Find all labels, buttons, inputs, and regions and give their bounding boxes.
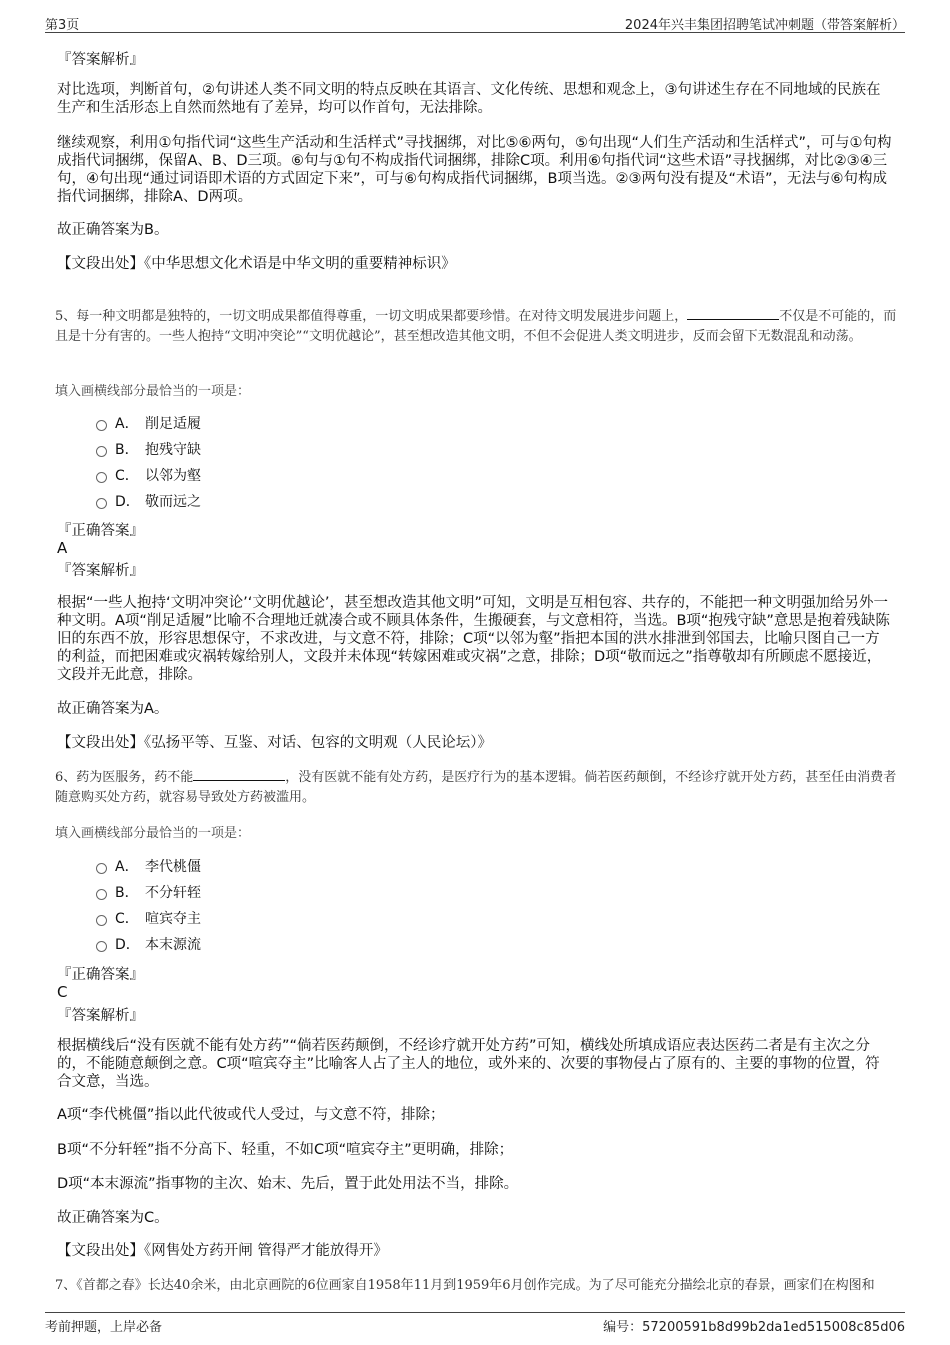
radio-button[interactable]: [96, 446, 107, 457]
question-stem: 6、药为医服务，药不能 ，没有医就不能有处方药，是医疗行为的基本逻辑。倘若医药颠倒，不经诊疗就开处方药，甚至任由消费者随意购买处方药，就容易导致处方药被滥用。: [55, 770, 897, 805]
question-prompt: 填入画横线部分最恰当的一项是：: [55, 826, 251, 841]
option-c[interactable]: C． 喧宾夺主: [96, 908, 201, 928]
option-b[interactable]: B． 不分轩轾: [96, 882, 201, 902]
analysis-tag: 『答案解析』: [57, 1008, 144, 1024]
analysis-paragraph: 对比选项，判断首句，②句讲述人类不同文明的特点反映在其语言、文化传统、思想和观念上，③句讲述生存在不同地域的民族在生产和生活形态上自然而然地有了差异，均可以作首句，无法排除。: [57, 82, 881, 116]
radio-button[interactable]: [96, 889, 107, 900]
answer-value: A: [57, 539, 68, 557]
analysis-tag: 『答案解析』: [57, 563, 144, 579]
conclusion: 故正确答案为A。: [57, 701, 169, 717]
conclusion: 故正确答案为C。: [57, 1210, 169, 1226]
page-header: [45, 14, 905, 33]
answer-value: C: [57, 983, 68, 1001]
radio-button[interactable]: [96, 941, 107, 952]
radio-button[interactable]: [96, 420, 107, 431]
answer-tag: 『正确答案』: [57, 523, 144, 539]
option-d[interactable]: D． 本末源流: [96, 934, 201, 954]
option-a[interactable]: A． 削足适履: [96, 413, 201, 433]
footer-slogan: 考前押题，上岸必备: [45, 1320, 163, 1335]
radio-button[interactable]: [96, 915, 107, 926]
radio-button[interactable]: [96, 498, 107, 509]
option-b[interactable]: B． 抱残守缺: [96, 439, 201, 459]
option-note: D项“本末源流”指事物的主次、始末、先后，置于此处用法不当，排除。: [57, 1176, 519, 1192]
analysis-paragraph: 根据“一些人抱持‘文明冲突论’‘文明优越论’，甚至想改造其他文明”可知，文明是互相包容、共存的，不能把一种文明强加给另外一种文明。A项“削足适履”比喻不合理地迁就凑合或不顾具体条件，生搬硬套，与文意相符，当选。B项“抱残守缺”意思是抱着残缺陈旧的东西不放，形容思想保守，不求改进，与文意不符，排除；C项“以邻为壑”指把本国的洪水排泄到邻国去，比喻只图自己一方的利益，而把困难或灾祸转嫁给别人，文段并未体现“转嫁困难或灾祸”之意，排除；D项“敬而远之”指尊敬却有所顾虑不愿接近，文段并无此意，排除。: [57, 595, 890, 683]
radio-button[interactable]: [96, 472, 107, 483]
analysis-tag: 『答案解析』: [57, 52, 144, 68]
option-note: B项“不分轩轾”指不分高下、轻重，不如C项“喧宾夺主”更明确，排除；: [57, 1142, 514, 1158]
question-prompt: 填入画横线部分最恰当的一项是：: [55, 384, 251, 399]
option-d[interactable]: D． 敬而远之: [96, 491, 201, 511]
document-title: 2024年兴丰集团招聘笔试冲刺题（带答案解析）: [624, 18, 905, 33]
source-citation: 【文段出处】《弘扬平等、互鉴、对话、包容的文明观（人民论坛）》: [57, 735, 492, 751]
blank-line: [687, 307, 779, 320]
blank-line: [193, 768, 285, 781]
page-footer: [45, 1312, 905, 1336]
source-citation: 【文段出处】《中华思想文化术语是中华文明的重要精神标识》: [57, 256, 456, 272]
question-stem: 5、每一种文明都是独特的，一切文明成果都值得尊重，一切文明成果都要珍惜。在对待文明发展进步问题上， 不仅是不可能的，而且是十分有害的。一些人抱持“文明冲突论”“文明优越论”，甚至想改造其他文明，不但不会促进人类文明进步，反而会留下无数混乱和动荡。: [55, 309, 897, 344]
question-stem: 7、《首都之春》长达40余米，由北京画院的6位画家自1958年11月到1959年6月创作完成。为了尽可能充分描绘北京的春景，画家们在构图和: [55, 1278, 875, 1293]
analysis-paragraph: 继续观察，利用①句指代词“这些生产活动和生活样式”寻找捆绑，对比⑤⑥两句，⑤句出现“人们生产活动和生活样式”，可与①句构成指代词捆绑，保留A、B、D三项。⑥句与①句不构成指代词捆绑，排除C项。利用⑥句指代词“这些术语”寻找捆绑，对比②③④三句，④句出现“通过词语即术语的方式固定下来”，可与⑥句构成指代词捆绑，B项当选。②③两句没有提及“术语”，无法与⑥句构成指代词捆绑，排除A、D两项。: [57, 135, 892, 205]
option-note: A项“李代桃僵”指以此代彼或代人受过，与文意不符，排除；: [57, 1107, 445, 1123]
radio-button[interactable]: [96, 863, 107, 874]
analysis-paragraph: 根据横线后“没有医就不能有处方药”“倘若医药颠倒，不经诊疗就开处方药”可知，横线处所填成语应表达医药二者是有主次之分的，不能随意颠倒之意。C项“喧宾夺主”比喻客人占了主人的地位，或外来的、次要的事物侵占了原有的、主要的事物的位置，符合文意，当选。: [57, 1038, 880, 1090]
document-id: 编号：57200591b8d99b2da1ed515008c85d06: [603, 1320, 905, 1335]
page-number: 第3页: [45, 18, 80, 33]
option-c[interactable]: C． 以邻为壑: [96, 465, 201, 485]
option-a[interactable]: A． 李代桃僵: [96, 856, 201, 876]
conclusion: 故正确答案为B。: [57, 222, 169, 238]
source-citation: 【文段出处】《网售处方药开闸 管得严才能放得开》: [57, 1243, 388, 1259]
answer-tag: 『正确答案』: [57, 967, 144, 983]
